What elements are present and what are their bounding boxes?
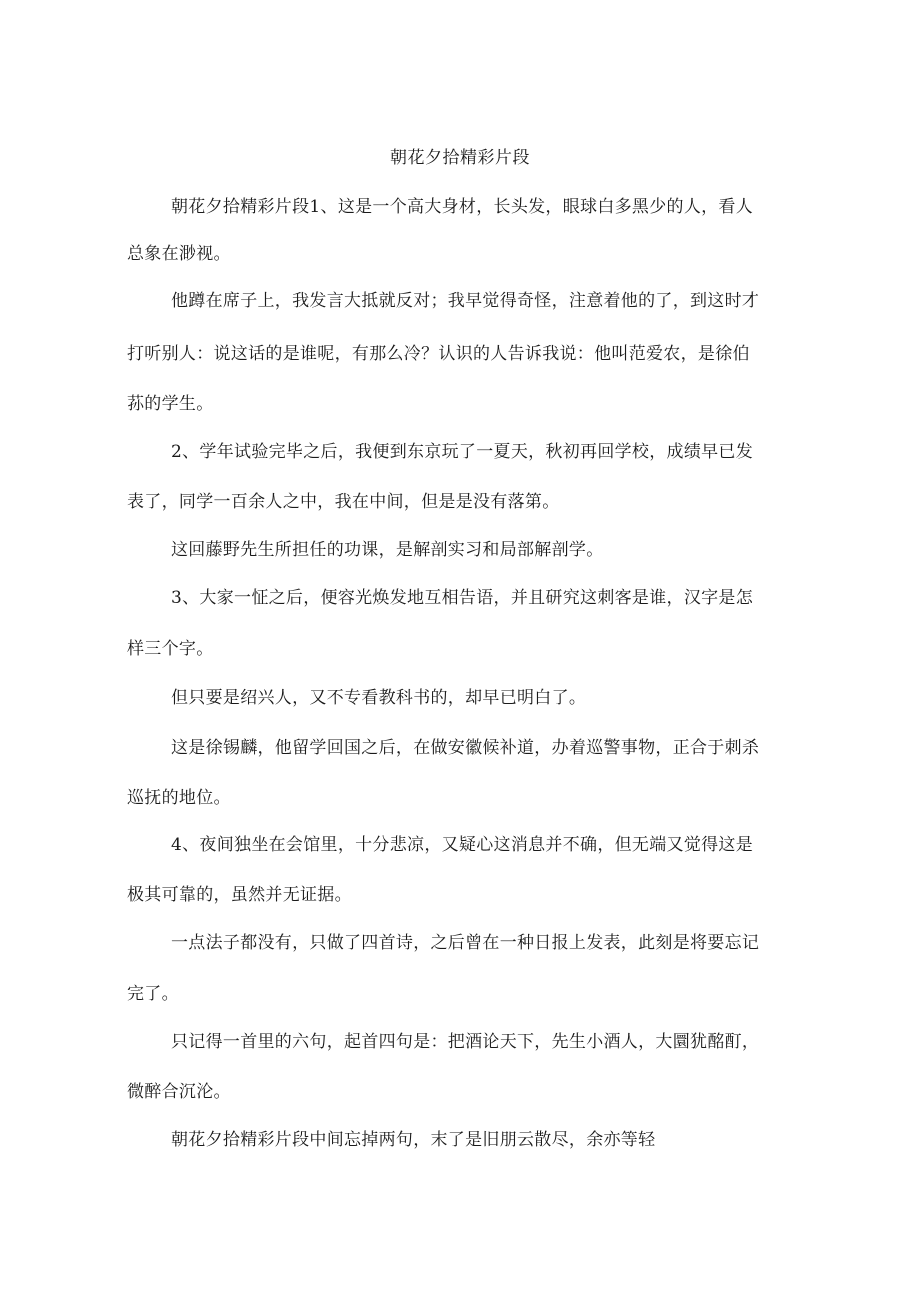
page-title: 朝花夕拾精彩片段 [390,148,530,168]
text-line: 一点法子都没有，只做了四首诗，之后曾在一种日报上发表，此刻是将要忘记 [171,933,760,953]
text-line: 只记得一首里的六句，起首四句是：把酒论天下，先生小酒人，大圜犹酩酊， [171,1032,760,1052]
text-line: 这是徐锡麟，他留学回国之后，在做安徽候补道，办着巡警事物，正合于刺杀 [171,738,760,758]
text-line: 表了，同学一百余人之中，我在中间，但是是没有落第。 [127,492,560,512]
text-line: 完了。 [127,984,179,1004]
text-line: 这回藤野先生所担任的功课，是解剖实习和局部解剖学。 [171,540,604,560]
text-line: 但只要是绍兴人，又不专看教科书的，却早已明白了。 [171,688,587,708]
text-line: 极其可靠的，虽然并无证据。 [127,885,352,905]
text-line: 3、大家一怔之后，便容光焕发地互相告语，并且研究这刺客是谁，汉字是怎 [171,588,754,608]
text-line: 朝花夕拾精彩片段1、这是一个高大身材，长头发，眼球白多黑少的人，看人 [171,197,754,217]
text-line: 总象在渺视。 [127,244,231,264]
text-line: 他蹲在席子上，我发言大抵就反对；我早觉得奇怪，注意着他的了，到这时才 [171,291,760,311]
text-line: 荪的学生。 [127,394,214,414]
text-line: 巡抚的地位。 [127,788,231,808]
text-line: 打听别人：说这话的是谁呢，有那么冷？认识的人告诉我说：他叫范爱农，是徐伯 [127,344,750,364]
text-line: 4、夜间独坐在会馆里，十分悲凉，又疑心这消息并不确，但无端又觉得这是 [171,835,754,855]
text-line: 微醉合沉沦。 [127,1082,231,1102]
text-line: 朝花夕拾精彩片段中间忘掉两句，末了是旧朋云散尽，余亦等轻 [171,1130,656,1150]
text-line: 样三个字。 [127,639,214,659]
text-line: 2、学年试验完毕之后，我便到东京玩了一夏天，秋初再回学校，成绩早已发 [171,442,754,462]
